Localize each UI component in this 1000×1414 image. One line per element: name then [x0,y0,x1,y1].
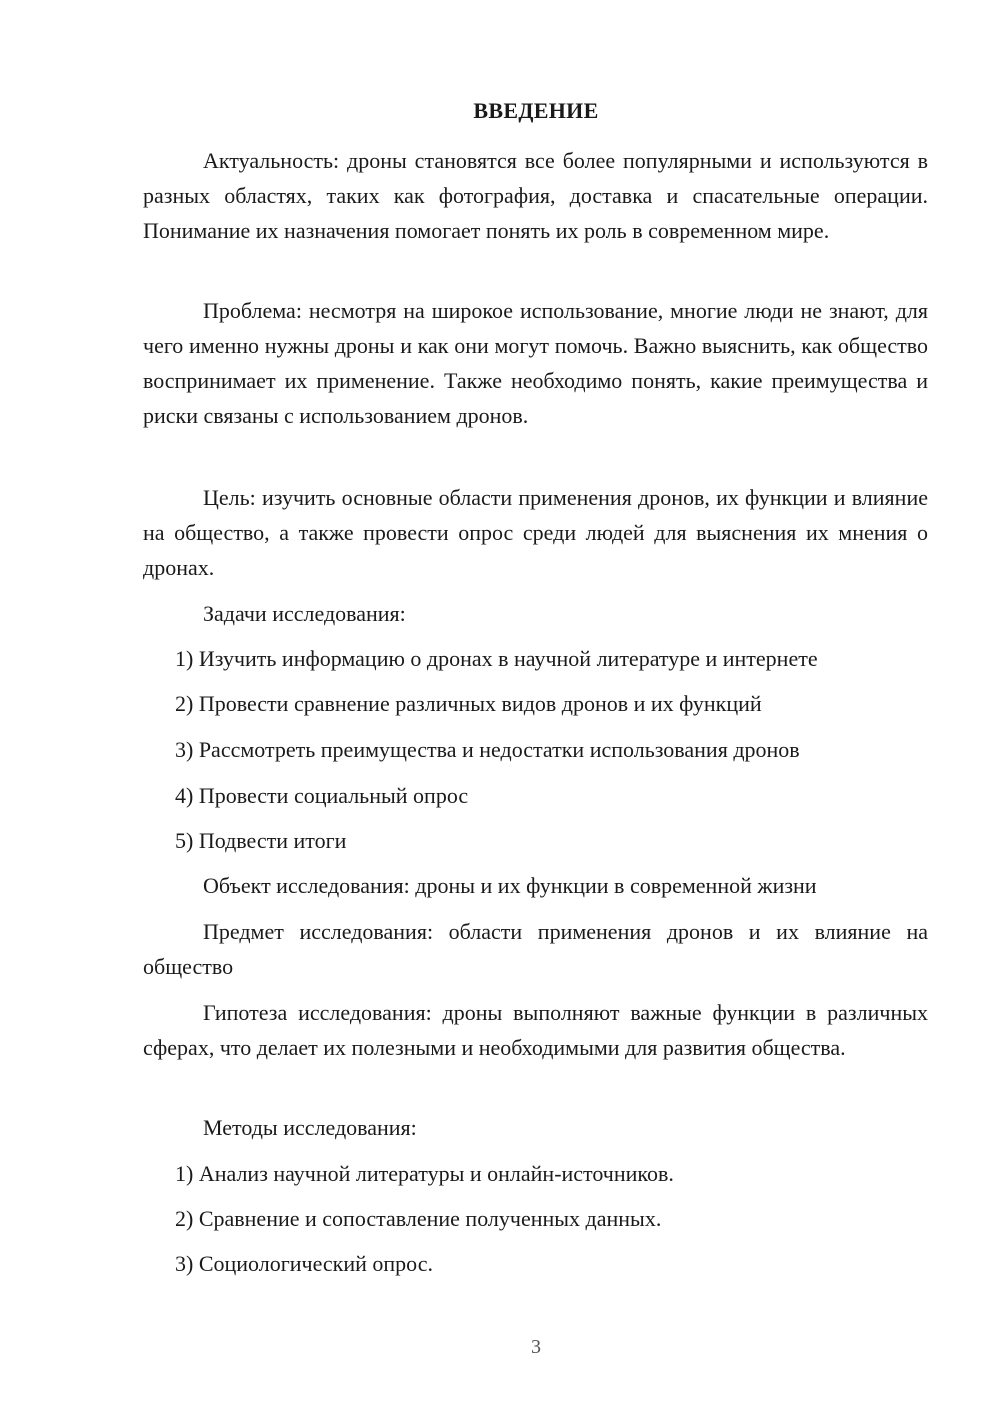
page-title: ВВЕДЕНИЕ [473,98,599,123]
paragraph-object: Объект исследования: дроны и их функции в современной жизни [203,873,817,898]
list-item: 2) Провести сравнение различных видов дронов и их функций [175,691,762,716]
list-item: 1) Изучить информацию о дронах в научной литературе и интернете [175,646,818,671]
paragraph-goal: Цель: изучить основные области применения дронов, их функции и влияние на общество, а также провести опрос среди людей для выяснения их мнения о дронах. [143,485,928,580]
list-item: 1) Анализ научной литературы и онлайн-источников. [175,1161,674,1186]
paragraph-problem: Проблема: несмотря на широкое использование, многие люди не знают, для чего именно нужны дроны и как они могут помочь. Важно выяснить, как общество воспринимает их применение. Также необходимо понять, какие преимущества и риски связаны с использованием дронов. [143,298,928,428]
list-item: 3) Социологический опрос. [175,1251,433,1276]
paragraph-subject: Предмет исследования: области применения дронов и их влияние на общество [143,919,928,979]
tasks-heading: Задачи исследования: [203,601,406,626]
list-item: 3) Рассмотреть преимущества и недостатки использования дронов [175,737,800,762]
methods-heading: Методы исследования: [203,1115,417,1140]
list-item: 4) Провести социальный опрос [175,783,469,808]
paragraph-relevance: Актуальность: дроны становятся все более популярными и используются в разных областях, таких как фотография, доставка и спасательные операции. Понимание их назначения помогает понять их роль в современном мире. [143,148,928,243]
list-item: 2) Сравнение и сопоставление полученных данных. [175,1206,662,1231]
list-item: 5) Подвести итоги [175,828,347,853]
page-number: 3 [531,1336,541,1358]
paragraph-hypothesis: Гипотеза исследования: дроны выполняют важные функции в различных сферах, что делает их полезными и необходимыми для развития общества. [143,1000,928,1060]
